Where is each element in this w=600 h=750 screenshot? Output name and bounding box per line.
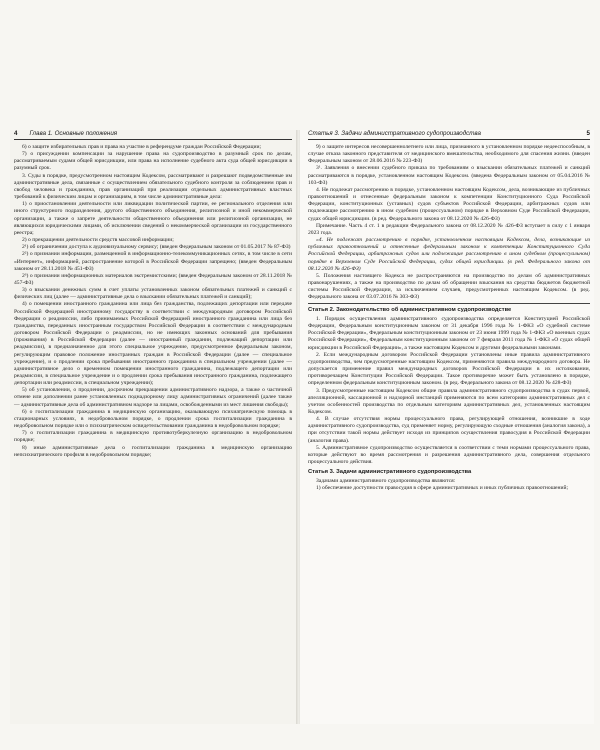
paragraph: 2¹) об ограничении доступа к аудиовизуальному сервису; (введен Федеральным законом от 01.05.2017 № 87-ФЗ) <box>22 244 291 251</box>
paragraph: 2. Если международным договором Российской Федерации установлены иные правила административного судопроизводства, чем предусмотренные настоящим Кодексом, применяются правила международного договора. Не допускается применение правил международных договоров Российской Федерации в их истолковании, противоречащем Конституции Российской Федерации. Такое противоречие может быть установлено в порядке, определенном федеральным конституционным законом. (в ред. Федерального закона от 08.12.2020 № 428-ФЗ) <box>308 351 590 387</box>
paragraph: 3. Суды в порядке, предусмотренном настоящим Кодексом, рассматривают и разрешают подведомственные им административные дела, связанные с осуществлением обязательного судебного контроля за соблюдением прав и свобод человека и гражданина, прав организаций при реализации отдельных административных властных требований к физическим лицам и организациям, в том числе административные дела: <box>14 172 292 201</box>
future-wording-paragraph: «4. Не подлежат рассмотрению в порядке, установленном настоящим Кодексом, дела, возникающие из публичных правоотношений и отнесенные федеральным законом к компетенции Конституционного Суда Российской Федерации, арбитражных судов или подлежащие рассмотрению в ином судебном (процессуальном) порядке в Верховном Суде Российской Федерации, судах общей юрисдикции. (в ред. Федерального закона от 08.12.2020 № 426-ФЗ) <box>308 237 590 272</box>
paragraph: 5. Положения настоящего Кодекса не распространяются на производство по делам об административных правонарушениях, а также на производство по делам об обращении взыскания на средства бюджетов бюджетной системы Российской Федерации, за исключением случаев, предусмотренных настоящим Кодексом. (в ред. Федерального закона от 03.07.2016 № 303-ФЗ) <box>308 272 590 301</box>
paragraph: 4. Не подлежат рассмотрению в порядке, установленном настоящим Кодексом, дела, возникающие из публичных правоотношений и отнесенные федеральным законом к компетенции Конституционного Суда Российской Федерации, конституционных (уставных) судов субъектов Российской Федерации, арбитражных судов или подлежащие рассмотрению в ином судебном (процессуальном) порядке в Верховном Суде Российской Федерации, судах общей юрисдикции. (в ред. Федерального закона от 08.12.2020 № 426-ФЗ) <box>308 186 590 222</box>
paragraph: 5) об установлении, о продлении, досрочном прекращении административного надзора, а также о частичной отмене или дополнении ранее установленных поднадзорному лицу административных ограничений (далее также — административные дела об административном надзоре за лицами, освобожденными из мест лишения свободы); <box>14 387 292 408</box>
paragraph: 7) о присуждении компенсации за нарушение права на судопроизводство в разумный срок по делам, рассматриваемым судами общей юрисдикции, или права на исполнение судебного акта суда общей юрисдикции в разумный срок. <box>14 151 292 172</box>
right-running-head <box>308 130 590 140</box>
paragraph: 5. Административное судопроизводство осуществляется в соответствии с теми нормами процессуального права, которые действуют во время рассмотрения и разрешения административного дела, совершения отдельного процессуального действия. <box>308 444 590 466</box>
paragraph: 6) о защите избирательных прав и права на участие в референдуме граждан Российской Федерации; <box>22 144 262 150</box>
paragraph: 4) о помещении иностранного гражданина или лица без гражданства, подлежащих депортации или передаче Российской Федерацией иностранному государству в соответствии с международным договором Российской Федерации о реадмиссии, либо принимаемых Российской Федерацией иностранного гражданина или лица без гражданства, переданных иностранным государством Российской Федерации в соответствии с международным договором Российской Федерации о реадмиссии, но не имеющих законных оснований для пребывания (проживания) в Российской Федерации (далее — иностранный гражданин, подлежащий депортации или реадмиссии), в предназначенное для этого специальное учреждение, предусмотренное федеральным законом, регулирующим правовое положение иностранных граждан в Российской Федерации (далее — специальное учреждение), и о продлении срока пребывания иностранного гражданина в специальном учреждении (далее — административное дело о временном помещении иностранного гражданина, подлежащего депортации или реадмиссии, в специальное учреждение и о продлении срока пребывания иностранного гражданина, подлежащего депортации или реадмиссии, в специальном учреждении); <box>14 301 292 387</box>
left-running-title: Глава 1. Основные положения <box>29 130 118 137</box>
paragraph: 2) о прекращении деятельности средств массовой информации; <box>22 237 174 244</box>
paragraph: 2³) о признании информационных материалов экстремистскими; (введен Федеральным законом от 28.11.2018 № 457-ФЗ) <box>14 272 292 286</box>
paragraph: 3. Предусмотренные настоящим Кодексом общие правила административного судопроизводства в судах первой, апелляционной, кассационной и надзорной инстанций применяются по всем категориям административных дел с учетом особенностей производства по отдельным категориям административных дел, установленных настоящим Кодексом. <box>308 387 590 415</box>
left-page <box>10 130 298 724</box>
paragraph: 2²) о признании информации, размещенной в информационно-телекоммуникационных сетях, в том числе в сети «Интернет», информацией, распространение которой в Российской Федерации запрещено; (введен Федеральным законом от 28.11.2018 № 451-ФЗ) <box>14 251 292 272</box>
paragraph: 8) иные административные дела о госпитализации гражданина в медицинскую организацию непсихиатрического профиля в недобровольном порядке; <box>14 444 292 458</box>
paragraph: 4. В случае отсутствия нормы процессуального права, регулирующей отношения, возникшие в ходе административного судопроизводства, суд применяет норму, регулирующую сходные отношения (аналогия закона), а при отсутствии такой нормы действует исходя из принципов осуществления правосудия в Российской Федерации (аналогия права). <box>308 416 590 444</box>
paragraph: 1) обеспечение доступности правосудия в сфере административных и иных публичных правоотношений; <box>316 484 569 491</box>
right-page-number: 5 <box>586 130 590 137</box>
paragraph: 3¹. Заявления о внесении судебного приказа по требованиям о взыскании обязательных платежей и санкций рассматриваются в порядке, установленном настоящим Кодексом. (введена Федеральным законом от 05.04.2016 № 103-ФЗ) <box>308 165 590 186</box>
paragraph: 1. Порядок осуществления административного судопроизводства определяется Конституцией Российской Федерации, Федеральным конституционным законом от 31 декабря 1996 года № 1-ФКЗ «О судебной системе Российской Федерации», Федеральным конституционным законом от 23 июня 1999 года № 1-ФКЗ «О военных судах Российской Федерации», Федеральным конституционным законом от 7 февраля 2011 года № 1-ФКЗ «О судах общей юрисдикции в Российской Федерации», а также настоящим Кодексом и другими федеральными законами. <box>308 315 590 351</box>
paragraph: 9) о защите интересов несовершеннолетнего или лица, признанного в установленном порядке недееспособным, в случае отказа законного представителя от медицинского вмешательства, необходимого для спасения жизни. (введен Федеральным законом от 28.06.2016 № 223-ФЗ) <box>308 144 590 165</box>
article-3-title: Статья 3. Задачи административного судопроизводства <box>308 469 472 476</box>
left-page-number: 4 <box>14 130 18 137</box>
right-page <box>300 130 594 724</box>
article-2-title: Статья 2. Законодательство об административном судопроизводстве <box>308 307 512 314</box>
right-running-title: Статья 3. Задачи административного судопроизводства <box>308 130 481 137</box>
paragraph: 1) о приостановлении деятельности или ликвидации политической партии, ее регионального отделения или иного структурного подразделения, другого общественного объединения, религиозной и иной некоммерческой организации, а также о запрете деятельности общественного объединения или религиозной организации, не являющихся юридическими лицами, об исключении сведений о некоммерческой организации из государственного реестра; <box>14 201 292 236</box>
paragraph: Задачами административного судопроизводства являются: <box>316 477 456 484</box>
paragraph: 6) о госпитализации гражданина в медицинскую организацию, оказывающую психиатрическую помощь в стационарных условиях, в недобровольном порядке, о продлении срока госпитализации гражданина в недобровольном порядке или о психиатрическом освидетельствовании гражданина в недобровольном порядке; <box>14 408 292 430</box>
left-running-head <box>14 130 292 140</box>
note-paragraph: Примечание. Часть 4 ст. 1 в редакции Федерального закона от 08.12.2020 № 426-ФЗ вступает в силу с 1 января 2023 года. <box>308 222 590 236</box>
paragraph: 7) о госпитализации гражданина в медицинскую противотуберкулезную организацию в недобровольном порядке; <box>14 430 292 444</box>
section-divider <box>308 303 590 304</box>
paragraph: 3) о взыскании денежных сумм в счет уплаты установленных законом обязательных платежей и санкций с физических лиц (далее — административные дела о взыскании обязательных платежей и санкций); <box>14 287 292 301</box>
